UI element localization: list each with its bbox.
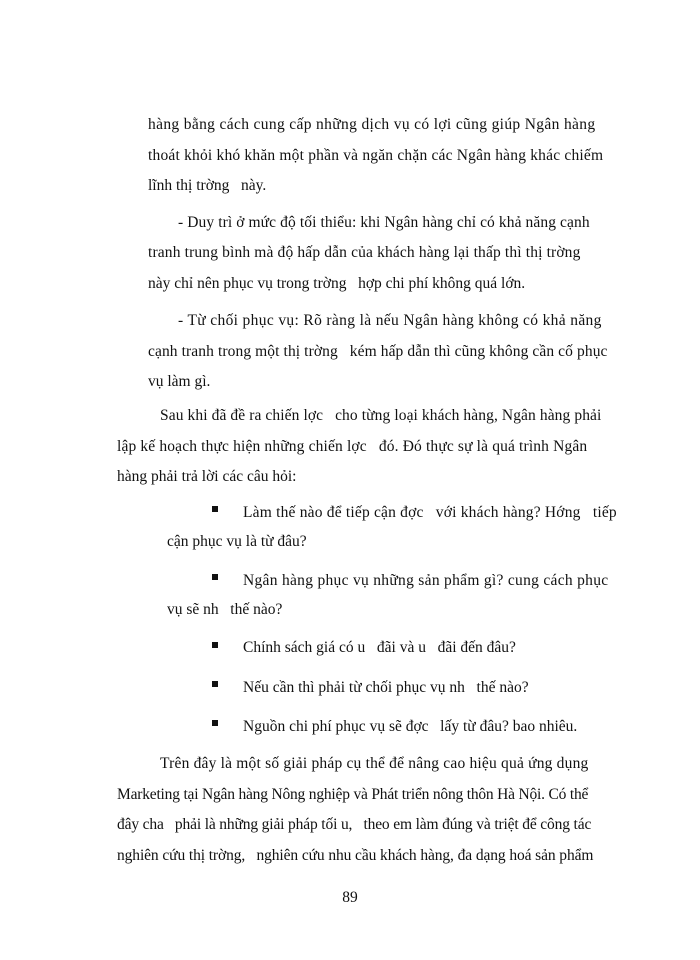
text-line: đây cha phải là những giải pháp tối u, theo em làm đúng và triệt để công tác [117,816,592,833]
list-item: Nếu cần thì phải từ chối phục vụ nh thế nào? [243,679,529,696]
text-line: thoát khỏi khó khăn một phần và ngăn chặn các Ngân hàng khác chiếm [148,147,604,164]
text-line: này chỉ nên phục vụ trong trờng hợp chi phí không quá lớn. [148,275,526,292]
text-line: - Từ chối phục vụ: Rõ ràng là nếu Ngân hàng không có khả năng [178,312,602,329]
bullet-icon [212,642,218,648]
bullet-icon [212,720,218,726]
text-line: cạnh tranh trong một thị trờng kém hấp dẫn thì cũng không cần cố phục [148,343,608,360]
text-line: hàng bằng cách cung cấp những dịch vụ có lợi cũng giúp Ngân hàng [148,116,596,133]
bullet-icon [212,574,218,580]
text-line: Trên đây là một số giải pháp cụ thể để nâng cao hiệu quả ứng dụng [160,755,589,772]
text-line: lĩnh thị trờng này. [148,177,267,194]
text-line: Sau khi đã đề ra chiến lợc cho từng loại khách hàng, Ngân hàng phải [160,407,602,424]
list-item: Ngân hàng phục vụ những sản phẩm gì? cung cách phục [243,572,609,589]
text-line: vụ làm gì. [148,373,211,390]
bullet-icon [212,681,218,687]
text-line: Marketing tại Ngân hàng Nông nghiệp và Phát triển nông thôn Hà Nội. Có thể [117,786,589,803]
text-line: tranh trung bình mà độ hấp dẫn của khách hàng lại thấp thì thị trờng [148,244,581,261]
text-line: hàng phải trả lời các câu hỏi: [117,468,297,485]
list-item: Nguồn chi phí phục vụ sẽ đợc lấy từ đâu? bao nhiêu. [243,718,578,735]
text-line: - Duy trì ở mức độ tối thiểu: khi Ngân hàng chỉ có khả năng cạnh [178,214,590,231]
list-item: vụ sẽ nh thế nào? [167,601,283,618]
text-line: lập kế hoạch thực hiện những chiến lợc đó. Đó thực sự là quá trình Ngân [117,438,588,455]
list-item: Chính sách giá có u đãi và u đãi đến đâu? [243,639,516,656]
bullet-icon [212,506,218,512]
list-item: Làm thế nào để tiếp cận đợc với khách hàng? Hớng tiếp [243,504,617,521]
page-number: 89 [342,889,358,906]
text-line: nghiên cứu thị trờng, nghiên cứu nhu cầu khách hàng, đa dạng hoá sản phẩm [117,847,594,864]
list-item: cận phục vụ là từ đâu? [167,533,307,550]
